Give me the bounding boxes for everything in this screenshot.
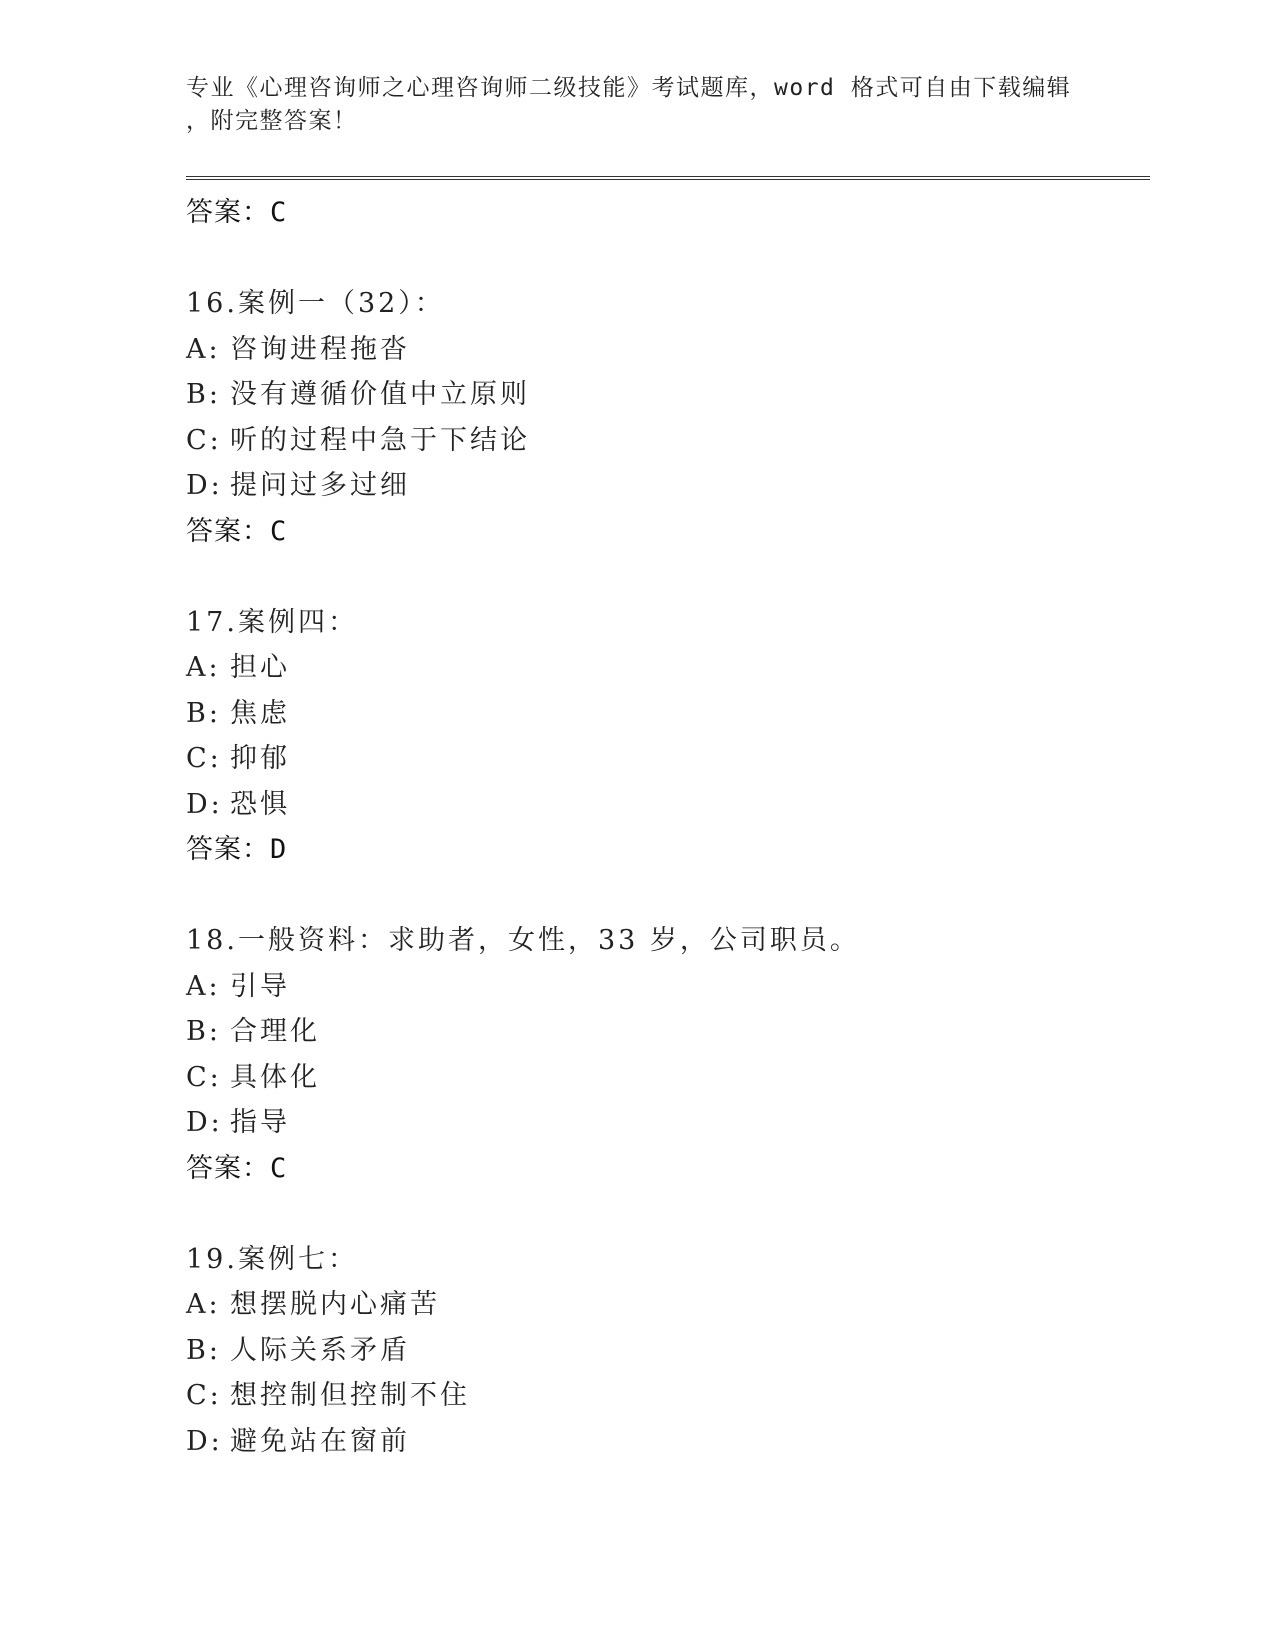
document-header (186, 72, 1086, 138)
spacer (186, 873, 1146, 918)
option-key: C: (186, 1380, 222, 1411)
option-a (186, 645, 1146, 691)
question-list (186, 190, 1146, 1464)
option-text: 听的过程中急于下结论 (230, 424, 530, 456)
header-line-1: 专业《心理咨询师之心理咨询师二级技能》考试题库，word 格式可自由下载编辑 (186, 75, 1072, 101)
option-text: 没有遵循价值中立原则 (230, 379, 530, 410)
question-title: 17.案例四： (186, 606, 358, 638)
option-a (186, 1282, 1146, 1328)
option-key: B: (186, 1016, 221, 1047)
option-text: 恐惧 (230, 788, 290, 820)
option-text: 担心 (230, 652, 290, 683)
option-c (186, 1373, 1146, 1419)
question-block (186, 1237, 1146, 1465)
option-d (186, 463, 1146, 509)
option-text: 抑郁 (230, 743, 290, 774)
option-key: D: (186, 1107, 223, 1138)
spacer (186, 236, 1146, 281)
question-block (186, 281, 1146, 555)
answer-line: 答案：D (186, 834, 288, 865)
option-text: 提问过多过细 (230, 470, 410, 501)
answer-line: 答案：C (186, 1152, 288, 1184)
option-text: 引导 (230, 970, 290, 1002)
option-b (186, 372, 1146, 418)
option-key: A: (186, 652, 221, 683)
option-d (186, 782, 1146, 828)
option-key: D: (186, 470, 223, 501)
spacer (186, 1192, 1146, 1237)
option-text: 指导 (230, 1107, 290, 1138)
answer-line: 答案：C (186, 197, 288, 228)
option-a (186, 327, 1146, 373)
option-key: C: (186, 1061, 222, 1093)
option-key: C: (186, 743, 222, 774)
option-key: A: (186, 1289, 221, 1320)
option-key: B: (186, 379, 221, 410)
option-text: 焦虑 (230, 697, 290, 729)
option-key: B: (186, 1334, 221, 1366)
question-title: 18.一般资料：求助者，女性，33 岁，公司职员。 (186, 925, 860, 956)
option-c (186, 418, 1146, 464)
question-title: 16.案例一（32）： (186, 288, 445, 319)
header-line-2: ，附完整答案！ (186, 108, 358, 134)
option-d (186, 1100, 1146, 1146)
question-block (186, 918, 1146, 1192)
option-key: A: (186, 970, 221, 1002)
option-key: D: (186, 1425, 223, 1457)
option-text: 想摆脱内心痛苦 (230, 1289, 440, 1320)
option-text: 人际关系矛盾 (230, 1334, 410, 1366)
option-text: 咨询进程拖沓 (230, 333, 410, 365)
option-b (186, 1328, 1146, 1374)
option-text: 想控制但控制不住 (230, 1380, 470, 1411)
spacer (186, 555, 1146, 600)
option-c (186, 1055, 1146, 1101)
option-b (186, 691, 1146, 737)
option-a (186, 964, 1146, 1010)
option-text: 避免站在窗前 (230, 1425, 410, 1457)
option-key: D: (186, 788, 223, 820)
option-text: 合理化 (230, 1016, 320, 1047)
option-key: B: (186, 697, 221, 729)
option-b (186, 1009, 1146, 1055)
option-key: A: (186, 333, 221, 365)
option-text: 具体化 (230, 1061, 320, 1093)
question-block (186, 600, 1146, 874)
option-d (186, 1419, 1146, 1465)
option-key: C: (186, 424, 222, 456)
answer-line: 答案：C (186, 515, 288, 547)
option-c (186, 736, 1146, 782)
header-divider (186, 176, 1150, 180)
question-title: 19.案例七： (186, 1243, 358, 1275)
